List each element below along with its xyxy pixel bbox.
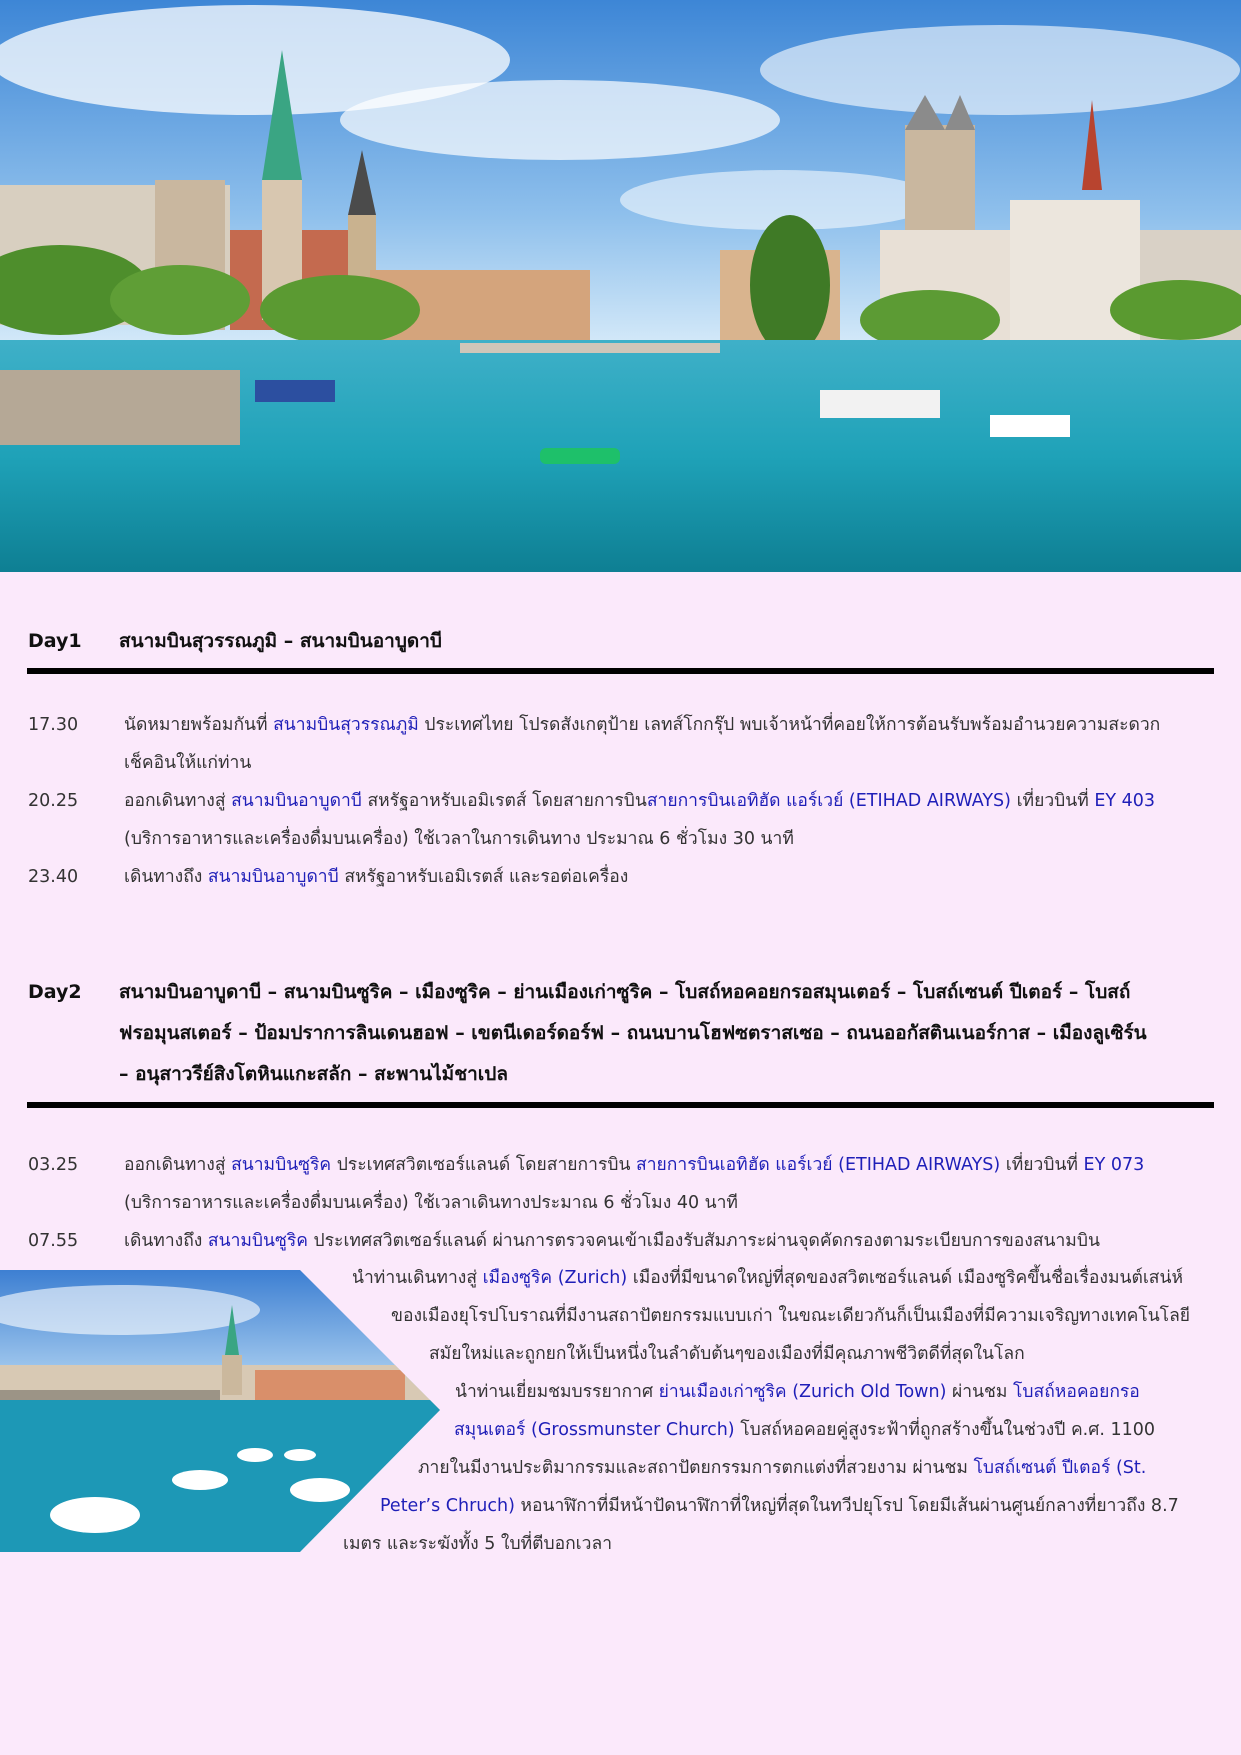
text-part: ภายในมีงานประติมากรรมและสถาปัตยกรรมการตกแต่งที่สวยงาม ผ่านชม [418, 1458, 974, 1478]
day2-schedule [28, 1146, 1212, 1260]
para1-line: สมัยใหม่และถูกยกให้เป็นหนึ่งในลำดับต้นๆของเมืองที่มีคุณภาพชีวิตดีที่สุดในโลก [429, 1344, 1025, 1364]
text-part: สหรัฐอาหรับเอมิเรตส์ และรอต่อเครื่อง [338, 867, 629, 887]
text-part: ประเทศสวิตเซอร์แลนด์ โดยสายการบิน [331, 1155, 637, 1175]
para2-line: เมตร และระฆังทั้ง 5 ใบที่ตีบอกเวลา [343, 1534, 613, 1554]
schedule-row [28, 706, 1212, 782]
time-label: 23.40 [28, 867, 79, 887]
time-label: 07.55 [28, 1231, 79, 1251]
para2-line [418, 1449, 1146, 1487]
text-part: ประเทศสวิตเซอร์แลนด์ ผ่านการตรวจคนเข้าเมืองรับสัมภาระผ่านจุดคัดกรองตามระเบียบการของสนามบิน [307, 1231, 1100, 1251]
highlight-text: สนามบินซูริค [207, 1231, 308, 1251]
schedule-row [28, 858, 1212, 896]
text-part: นำท่านเยี่ยมชมบรรยากาศ [455, 1382, 659, 1402]
day1-title: สนามบินสุวรรณภูมิ – สนามบินอาบูดาบี [119, 630, 442, 652]
highlight-text: สนามบินซูริค [231, 1155, 332, 1175]
text-part: เดินทางถึง [124, 1231, 208, 1251]
day1-divider [27, 668, 1214, 674]
highlight-text: โบสถ์เซนต์ ปีเตอร์ (St. [973, 1458, 1147, 1478]
schedule-text [124, 1222, 1212, 1260]
title-line: – อนุสาวรีย์สิงโตหินแกะสลัก – สะพานไม้ชาเปล [119, 1063, 508, 1085]
text-part: หอนาฬิกาที่มีหน้าปัดนาฬิกาที่ใหญ่ที่สุดในทวีปยุโรป โดยมีเส้นผ่านศูนย์กลางที่ยาวถึง 8.7 [514, 1496, 1179, 1516]
highlight-text: สายการบินเอทิฮัด แอร์เวย์ (ETIHAD AIRWAYS) [646, 791, 1011, 811]
flight-number: EY 403 [1094, 791, 1156, 811]
highlight-text: สนามบินอาบูดาบี [231, 791, 362, 811]
title-line: สนามบินอาบูดาบี – สนามบินซูริค – เมืองซูริค – ย่านเมืองเก่าซูริค – โบสถ์หอคอยกรอสมุนเตอร์ – โบสถ์เซนต์ ปีเตอร์ – โบสถ์ [119, 981, 1131, 1003]
text-part: เมืองที่มีขนาดใหญ่ที่สุดของสวิตเซอร์แลนด์ เมืองซูริคขึ้นชื่อเรื่องมนต์เสน่ห์ [627, 1268, 1183, 1288]
text-part: ออกเดินทางสู่ [124, 1155, 232, 1175]
highlight-text: สายการบินเอทิฮัด แอร์เวย์ (ETIHAD AIRWAYS) [636, 1155, 1001, 1175]
day1-schedule [28, 706, 1212, 896]
text-part: (บริการอาหารและเครื่องดื่มบนเครื่อง) ใช้เวลาในการเดินทาง ประมาณ 6 ชั่วโมง 30 นาที [124, 829, 794, 849]
day1-label: Day1 [28, 630, 82, 652]
schedule-row [28, 1222, 1212, 1260]
highlight-text: Peter’s Chruch) [380, 1496, 515, 1516]
text-part: ประเทศไทย โปรดสังเกตุป้าย เลทส์โกกรุ๊ป พบเจ้าหน้าที่คอยให้การต้อนรับพร้อมอำนวยความสะดวก [418, 715, 1161, 735]
para2-line [380, 1487, 1179, 1525]
highlight-text: สนามบินสุวรรณภูมิ [273, 715, 419, 735]
time-label: 17.30 [28, 715, 79, 735]
schedule-text [124, 1146, 1212, 1222]
text-part: นัดหมายพร้อมกันที่ [124, 715, 274, 735]
para1-line [352, 1259, 1183, 1297]
text-part: เที่ยวบินที่ [1011, 791, 1095, 811]
day2-header [28, 972, 1212, 1095]
day2-divider [27, 1102, 1214, 1108]
day2-title [119, 972, 1212, 1095]
schedule-text [124, 706, 1212, 782]
text-part: เช็คอินให้แก่ท่าน [124, 753, 252, 773]
highlight-text: เมืองซูริค (Zurich) [482, 1268, 628, 1288]
schedule-text [124, 782, 1212, 858]
day2-label: Day2 [28, 981, 82, 1003]
zurich-swans-photo [0, 1270, 440, 1552]
schedule-row [28, 782, 1212, 858]
text-part: โบสถ์หอคอยคู่สูงระฟ้าที่ถูกสร้างขึ้นในช่วงปี ค.ศ. 1100 [734, 1420, 1156, 1440]
text-part: นำท่านเดินทางสู่ [352, 1268, 483, 1288]
title-line: ฟรอมุนสเตอร์ – ป้อมปราการลินเดนฮอฟ – เขตนีเดอร์ดอร์ฟ – ถนนบานโฮฟซตราสเซอ – ถนนออกัสตินเนอร์กาส – เมืองลูเซิร์น [119, 1022, 1147, 1044]
highlight-text: สมุนเตอร์ (Grossmunster Church) [454, 1420, 735, 1440]
para1-line: ของเมืองยุโรปโบราณที่มีงานสถาปัตยกรรมแบบเก่า ในขณะเดียวกันก็เป็นเมืองที่มีความเจริญทางเทคโนโลยี [391, 1306, 1191, 1326]
flight-number: EY 073 [1083, 1155, 1145, 1175]
time-label: 03.25 [28, 1155, 79, 1175]
hero-photo [0, 0, 1241, 572]
schedule-row [28, 1146, 1212, 1222]
day1-header [28, 621, 1212, 662]
schedule-text [124, 858, 1212, 896]
text-part: สหรัฐอาหรับเอมิเรตส์ โดยสายการบิน [361, 791, 647, 811]
highlight-text: ย่านเมืองเก่าซูริค (Zurich Old Town) [658, 1382, 947, 1402]
text-part: (บริการอาหารและเครื่องดื่มบนเครื่อง) ใช้เวลาเดินทางประมาณ 6 ชั่วโมง 40 นาที [124, 1193, 738, 1213]
text-part: เดินทางถึง [124, 867, 208, 887]
text-part: ออกเดินทางสู่ [124, 791, 232, 811]
highlight-text: โบสถ์หอคอยกรอ [1013, 1382, 1140, 1402]
text-part: ผ่านชม [946, 1382, 1014, 1402]
para2-line [454, 1411, 1155, 1449]
text-part: เที่ยวบินที่ [1000, 1155, 1084, 1175]
para2-line [455, 1373, 1140, 1411]
highlight-text: สนามบินอาบูดาบี [207, 867, 339, 887]
time-label: 20.25 [28, 791, 79, 811]
